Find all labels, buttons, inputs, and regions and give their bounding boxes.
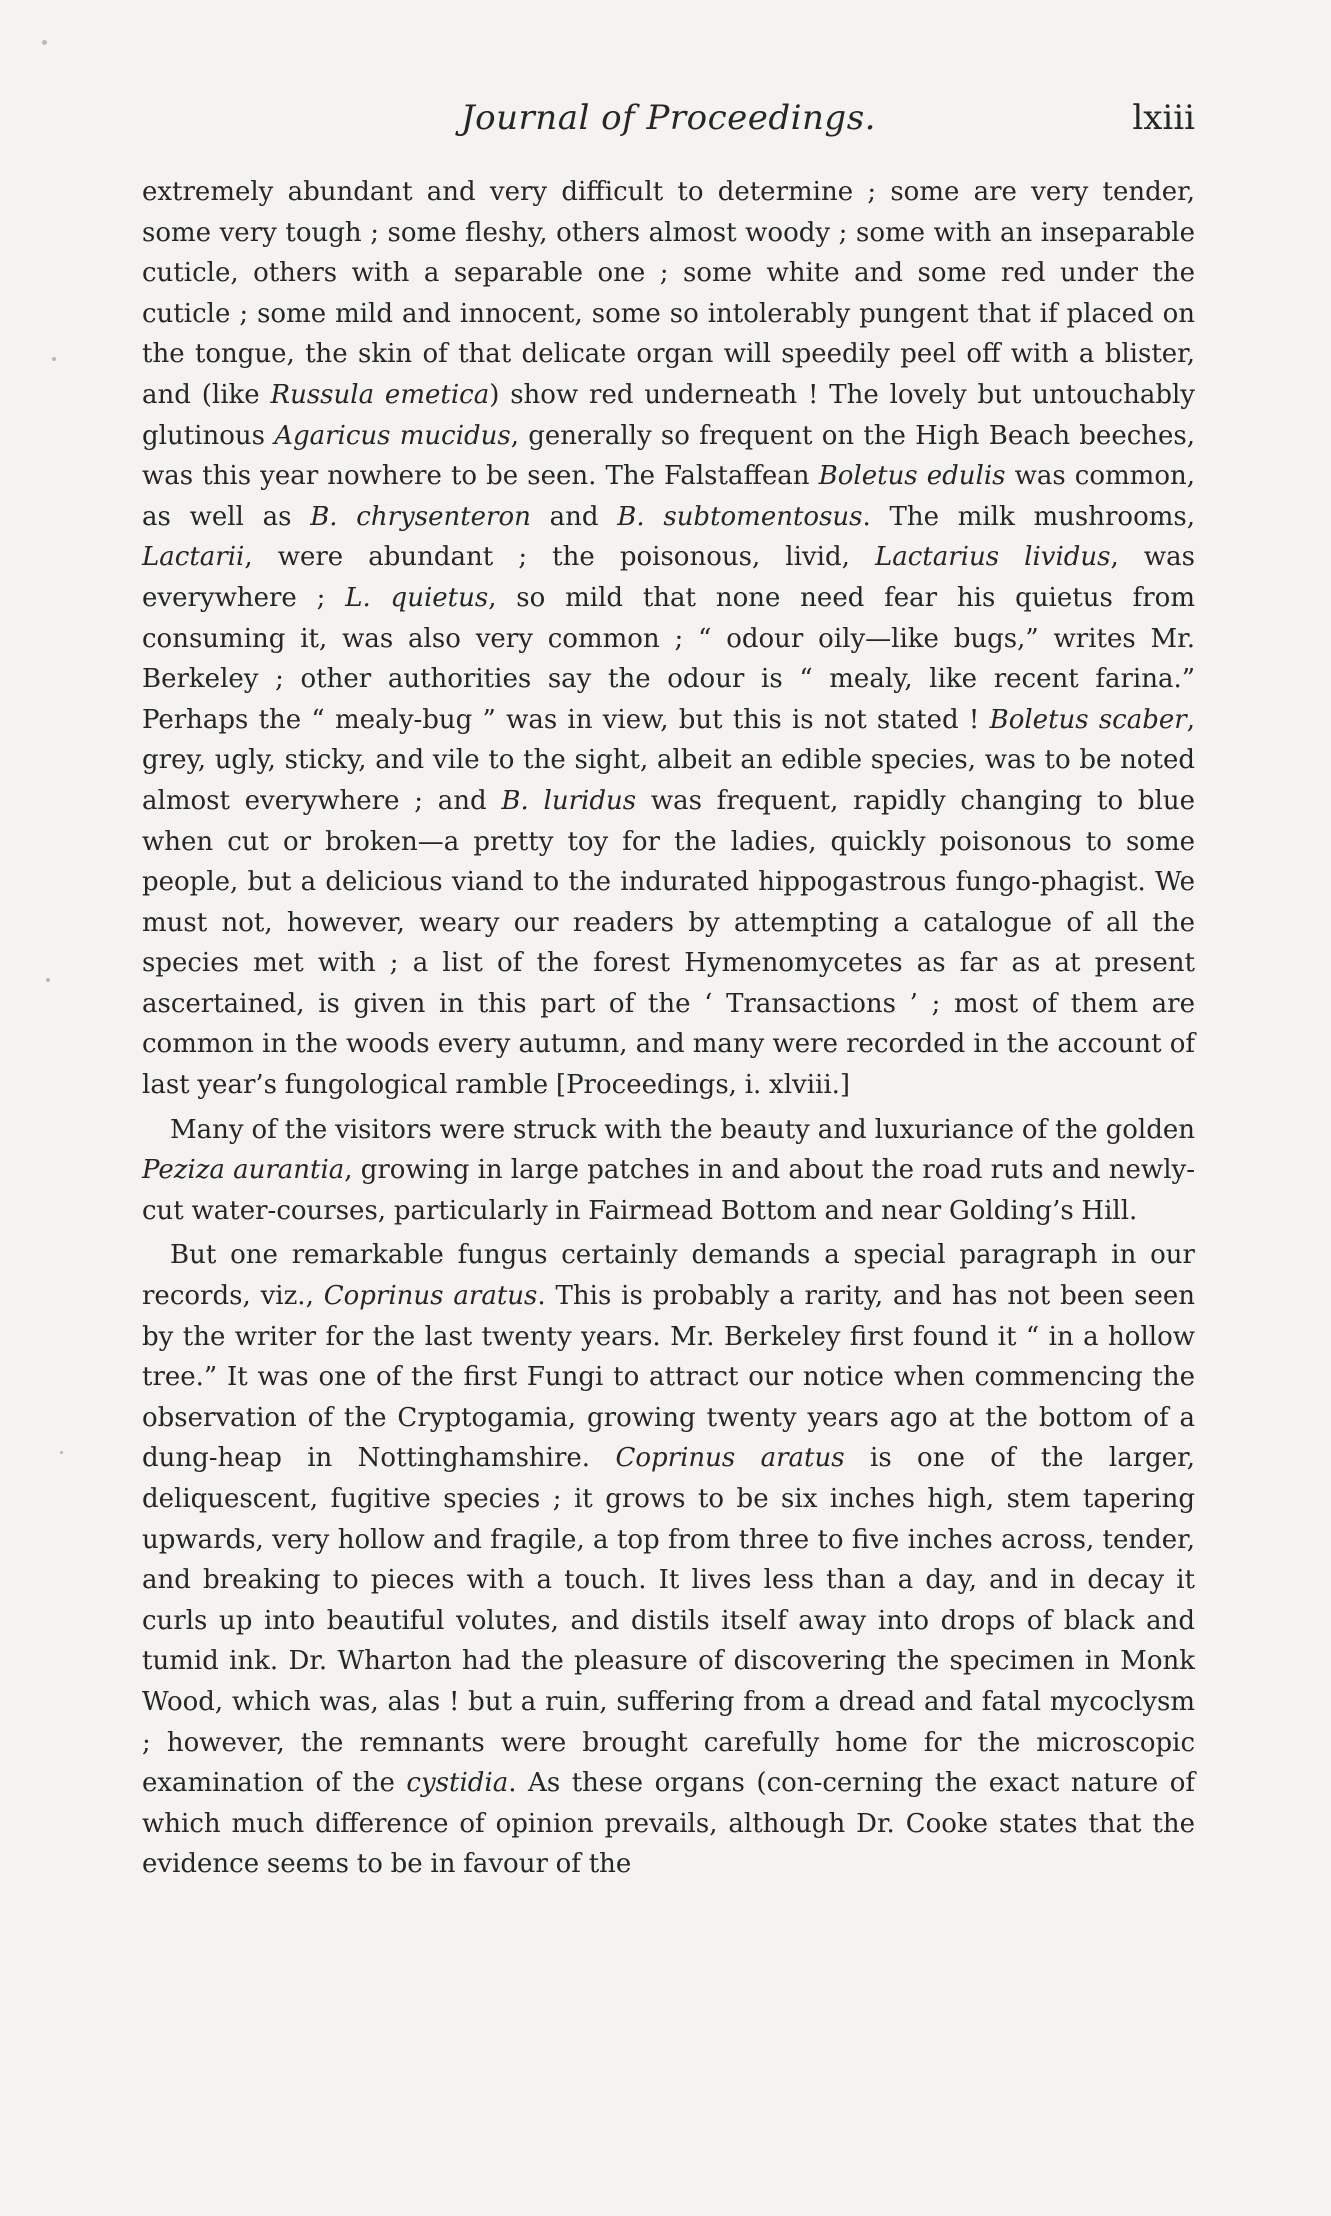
text-run: , so mild that none need fear his quietus from consuming it, was also very common ; “ odour oily—like bugs,” writes Mr. Berkeley ; other authorities say the odour is “ mealy, like recent farina.” Perhaps the “ mealy-bug ” was in view, but this is not stated ! — [142, 582, 1195, 735]
italic-term: Lactarii — [142, 542, 245, 573]
italic-term: Coprinus aratus — [323, 1281, 538, 1312]
italic-term: B. luridus — [501, 785, 637, 816]
italic-term: L. quietus — [345, 582, 489, 613]
text-run: ) show red underneath ! The lovely but untouchably glutinous — [142, 379, 1195, 451]
text-run: , was everywhere ; — [142, 542, 1195, 613]
text-run: Many of the visitors were struck with the beauty and luxuriance of the golden — [170, 1114, 1195, 1145]
paper-speck — [60, 1451, 63, 1454]
paragraph — [142, 1110, 1195, 1232]
paper-speck — [42, 40, 47, 45]
text-run: was frequent, rapidly changing to blue when cut or broken—a pretty toy for the ladies, quickly poisonous to some people, but a delicious viand to the indurated hippogastrous fungo-phagist. We must not, however, weary our readers by attempting a catalogue of all the species met with ; a list of the forest Hymenomycetes as far as at present ascertained, is given in this part of the ‘ Transactions ’ ; most of them are common in the woods every autumn, and many were recorded in the account of last year’s fungological ramble [Proceedings, i. xlviii.] — [142, 785, 1196, 1101]
text-run: , grey, ugly, sticky, and vile to the sight, albeit an edible species, was to be noted almost everywhere ; and — [142, 704, 1195, 816]
text-run: But one remarkable fungus certainly demands a special paragraph in our records, viz., — [142, 1240, 1195, 1312]
text-run: . This is probably a rarity, and has not been seen by the writer for the last twenty years. Mr. Berkeley first found it “ in a hollow tree.” It was one of the first Fungi to attract our notice when commencing the observation of the Cryptogamia, growing twenty years ago at the bottom of a dung-heap in Nottinghamshire. — [142, 1281, 1195, 1474]
text-run: was common, as well as — [142, 461, 1195, 532]
text-run: . The milk mushrooms, — [862, 501, 1195, 532]
italic-term: Lactarius lividus — [874, 542, 1111, 573]
italic-term: Boletus scaber — [989, 704, 1187, 735]
running-header — [142, 98, 1195, 148]
paper-speck — [52, 357, 56, 361]
italic-term: Russula emetica — [270, 379, 490, 410]
page-number: lxiii — [1132, 98, 1195, 138]
text-run: . As these organs (con-cerning the exact nature of which much difference of opinion prevails, although Dr. Cooke states that the evidence seems to be in favour of the — [142, 1768, 1195, 1880]
italic-term: cystidia — [406, 1768, 509, 1799]
italic-term: B. subtomentosus — [617, 501, 863, 532]
body-text — [142, 172, 1195, 1885]
paragraph — [142, 1235, 1195, 1885]
paragraph — [142, 172, 1195, 1106]
italic-term: Boletus edulis — [818, 461, 1006, 492]
text-run: , were abundant ; the poisonous, livid, — [244, 542, 875, 573]
journal-title: Journal of Proceedings. — [461, 98, 876, 138]
text-run: , growing in large patches in and about the road ruts and newly-cut water-courses, particularly in Fairmead Bottom and near Golding’s Hill. — [142, 1155, 1195, 1226]
italic-term: B. chrysenteron — [310, 501, 531, 532]
italic-term: Agaricus mucidus — [274, 420, 511, 451]
text-run: extremely abundant and very difficult to determine ; some are very tender, some very tough ; some fleshy, others almost woody ; some with an inseparable cuticle, others with a separable one ; some white and some red under the cuticle ; some mild and innocent, some so intolerably pungent that if placed on the tongue, the skin of that delicate organ will speedily peel off with a blister, and (like — [142, 177, 1195, 410]
italic-term: Coprinus aratus — [615, 1443, 845, 1474]
text-run: and — [530, 501, 618, 532]
paper-speck — [46, 978, 50, 982]
text-run: , generally so frequent on the High Beach beeches, was this year nowhere to be seen. The Falstaffean — [142, 420, 1196, 492]
italic-term: Peziza aurantia — [142, 1155, 345, 1186]
text-run: is one of the larger, deliquescent, fugitive species ; it grows to be six inches high, stem tapering upwards, very hollow and fragile, a top from three to five inches across, tender, and breaking to pieces with a touch. It lives less than a day, and in decay it curls up into beautiful volutes, and distils itself away into drops of black and tumid ink. Dr. Wharton had the pleasure of discovering the specimen in Monk Wood, which was, alas ! but a ruin, suffering from a dread and fatal mycoclysm ; however, the remnants were brought carefully home for the microscopic examination of the — [142, 1443, 1195, 1799]
